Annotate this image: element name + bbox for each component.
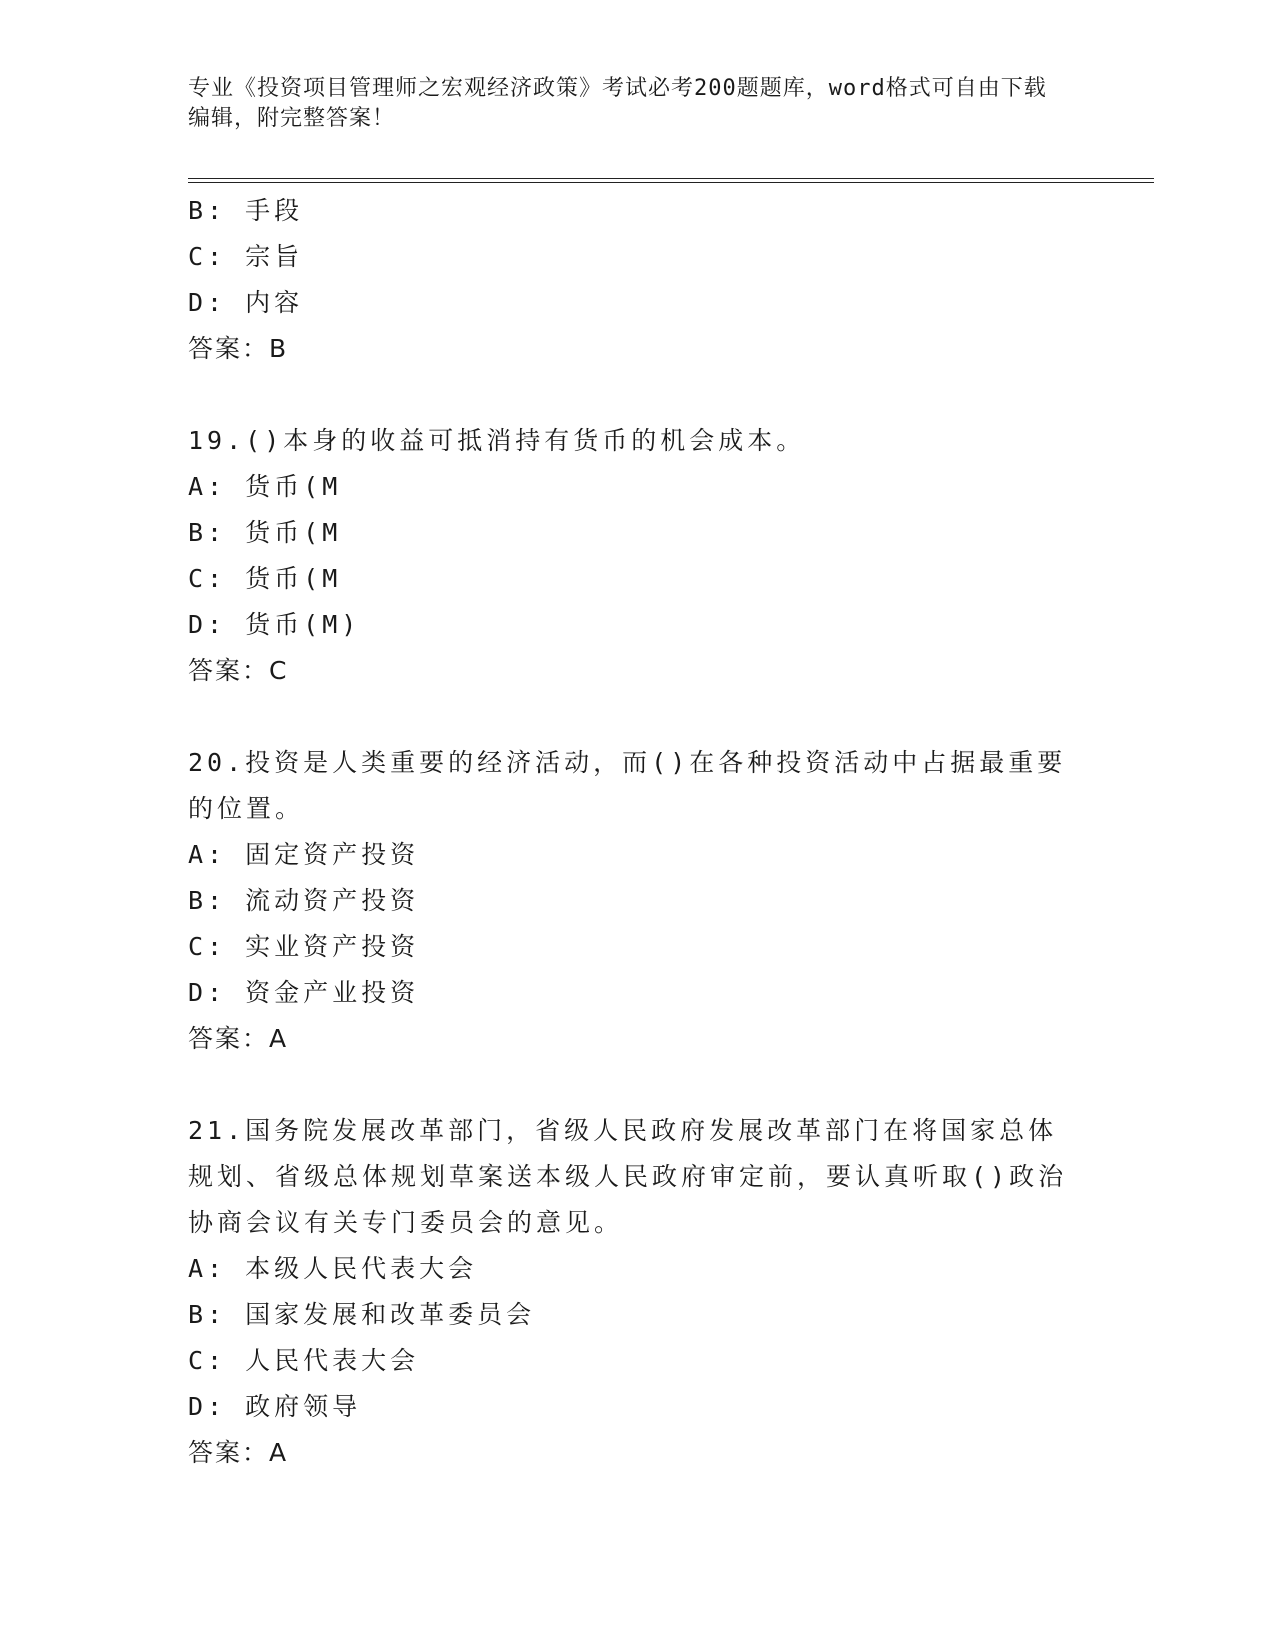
document-header-note: 专业《投资项目管理师之宏观经济政策》考试必考200题题库，word格式可自由下载编辑，附完整答案！ — [188, 76, 1047, 131]
option-d: D: 政府领导 — [188, 1392, 362, 1421]
prev-question-block — [188, 188, 1088, 372]
option-b: B: 流动资产投资 — [188, 886, 420, 915]
question-list — [188, 188, 1088, 1476]
option-b: B: 手段 — [188, 196, 304, 225]
header-rule-bottom — [188, 182, 1154, 183]
option-b: B: 国家发展和改革委员会 — [188, 1300, 536, 1329]
question-21 — [188, 1108, 1088, 1476]
option-c: C: 宗旨 — [188, 242, 304, 271]
answer-line: 答案：A — [188, 1438, 289, 1467]
question-20 — [188, 740, 1088, 1062]
option-c: C: 货币(M — [188, 564, 342, 593]
option-d: D: 内容 — [188, 288, 304, 317]
option-d: D: 资金产业投资 — [188, 978, 420, 1007]
option-a: A: 本级人民代表大会 — [188, 1254, 478, 1283]
question-stem: 19.()本身的收益可抵消持有货币的机会成本。 — [188, 426, 806, 455]
answer-line: 答案：C — [188, 656, 289, 685]
answer-line: 答案：A — [188, 1024, 289, 1053]
option-a: A: 固定资产投资 — [188, 840, 420, 869]
question-19 — [188, 418, 1088, 694]
header-rule-top — [188, 178, 1154, 179]
answer-line: 答案：B — [188, 334, 289, 363]
option-b: B: 货币(M — [188, 518, 342, 547]
question-stem: 20.投资是人类重要的经济活动，而()在各种投资活动中占据最重要的位置。 — [188, 748, 1067, 823]
option-a: A: 货币(M — [188, 472, 342, 501]
option-d: D: 货币(M) — [188, 610, 361, 639]
option-c: C: 人民代表大会 — [188, 1346, 420, 1375]
option-c: C: 实业资产投资 — [188, 932, 420, 961]
question-stem: 21.国务院发展改革部门，省级人民政府发展改革部门在将国家总体规划、省级总体规划草案送本级人民政府审定前，要认真听取()政治协商会议有关专门委员会的意见。 — [188, 1116, 1068, 1237]
